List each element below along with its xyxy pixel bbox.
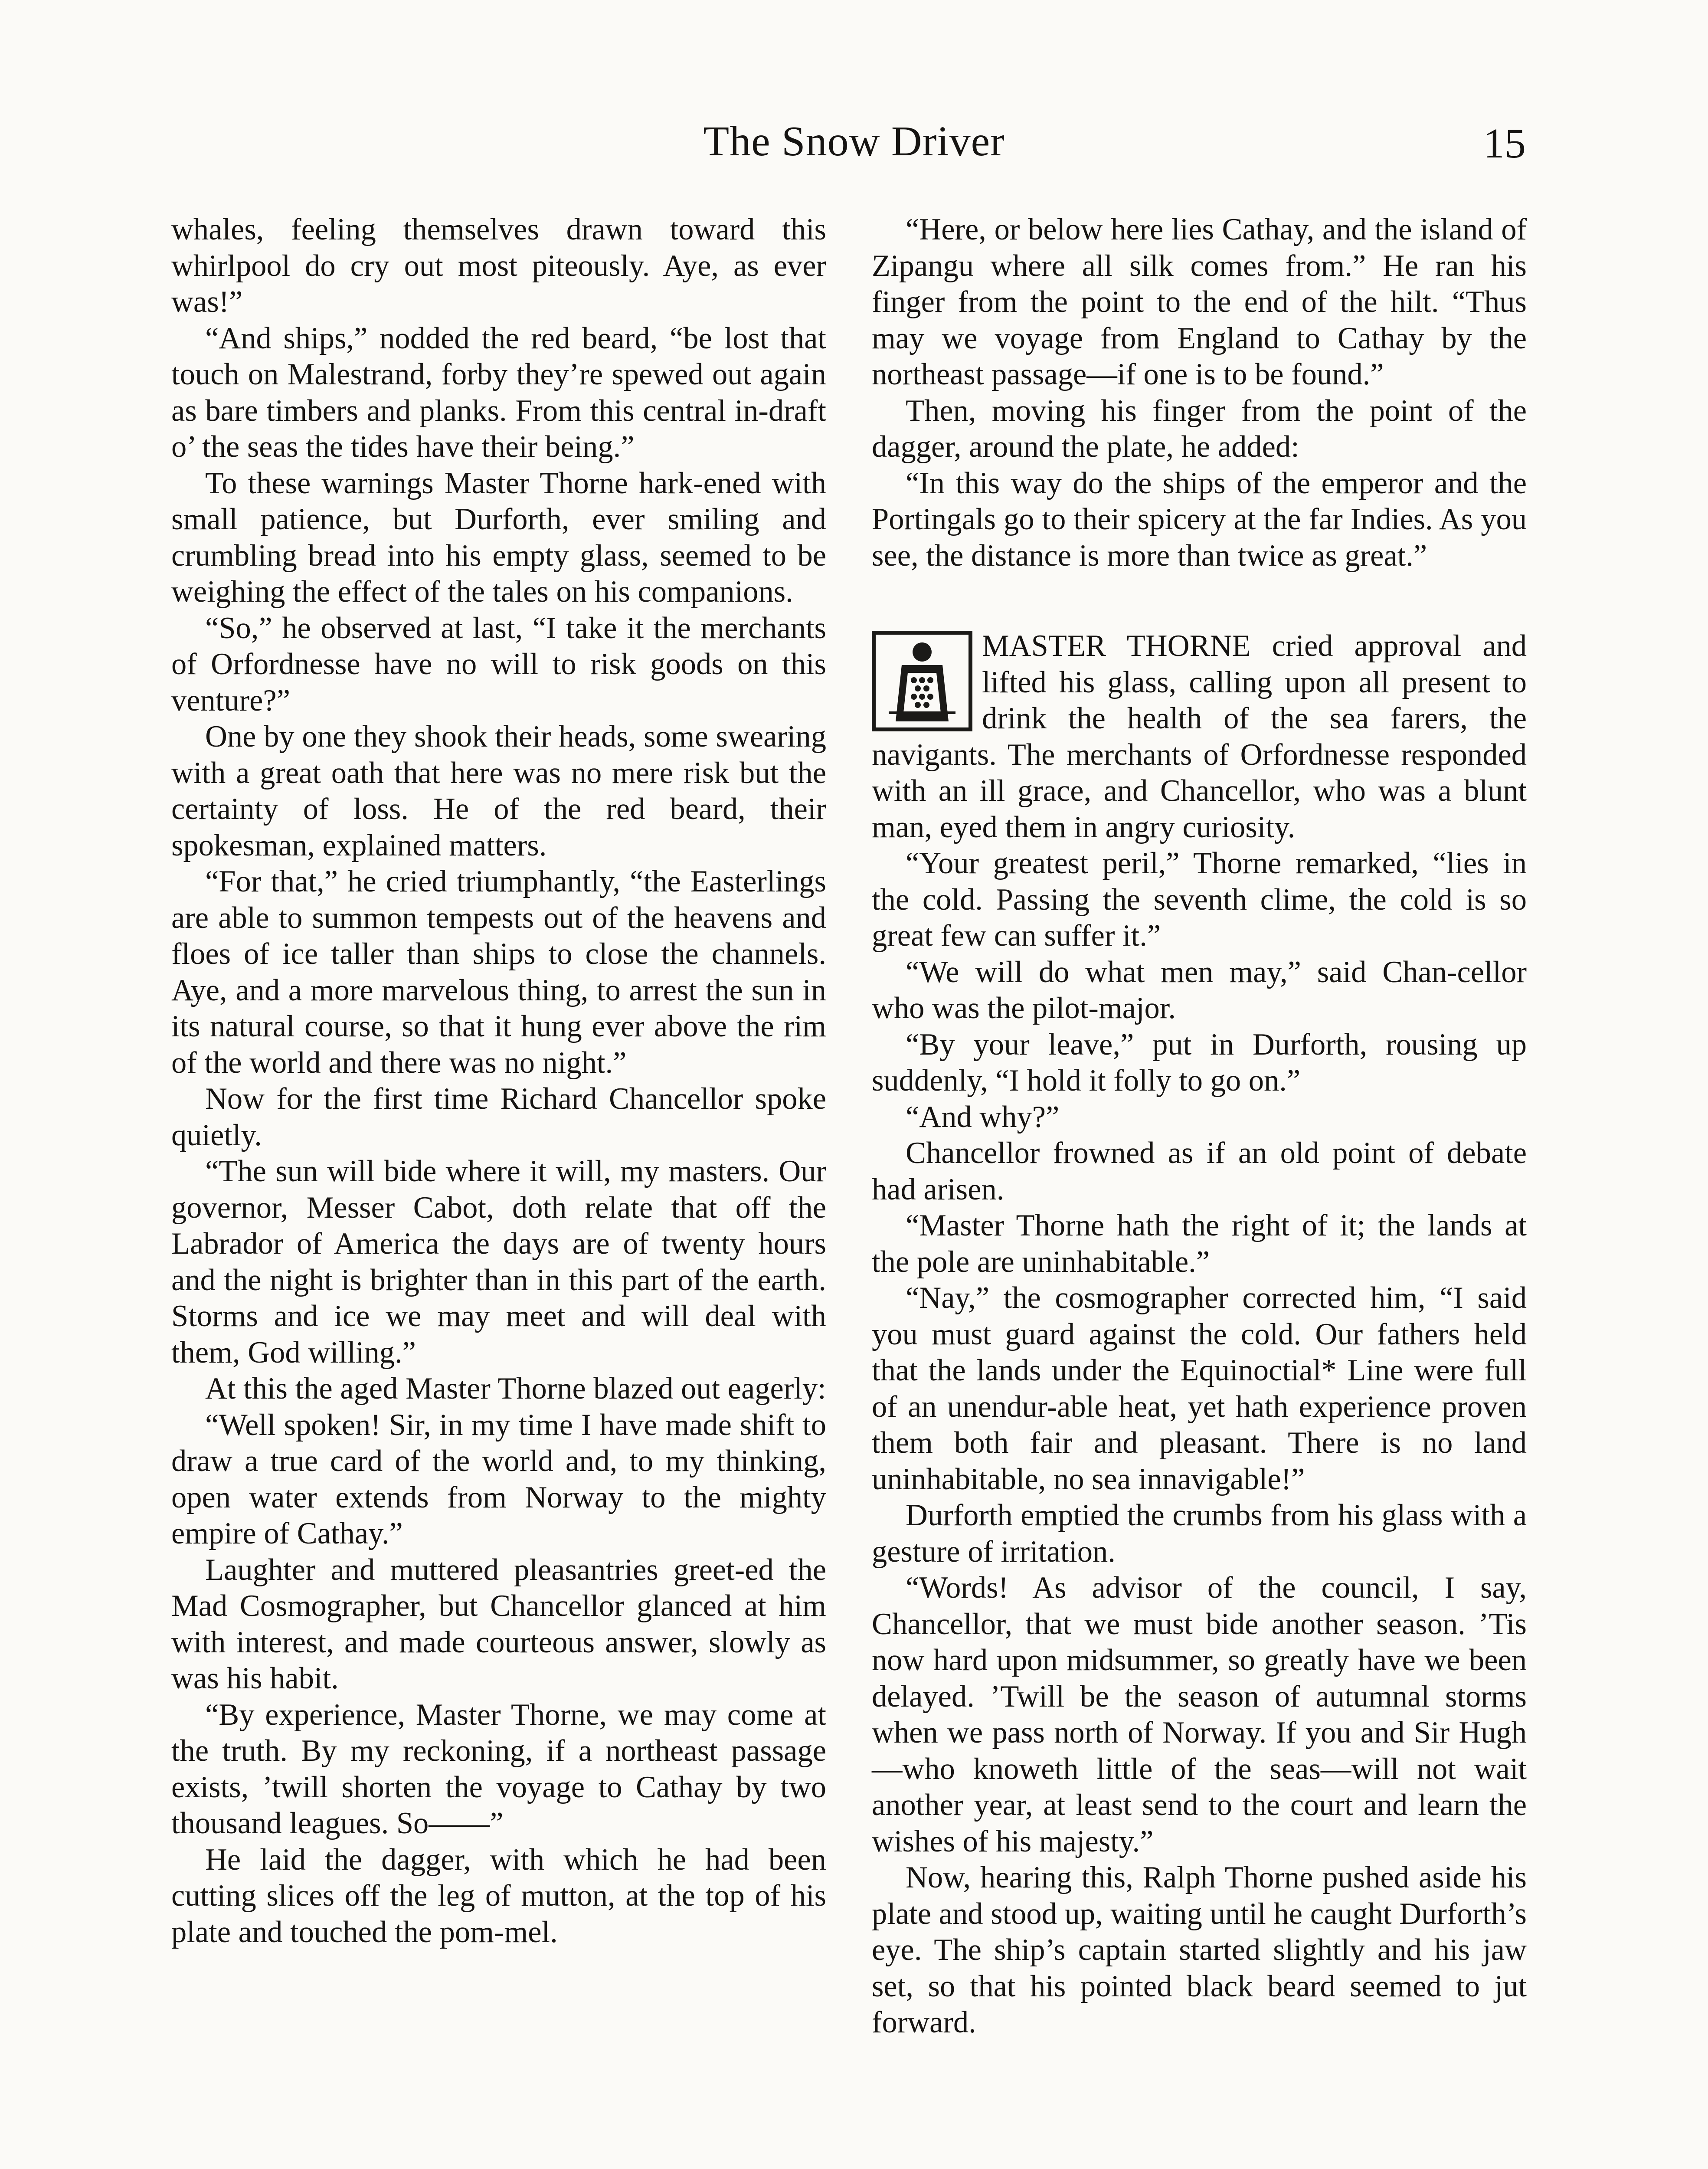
paragraph: At this the aged Master Thorne blazed out eagerly: [205, 1372, 826, 1406]
paragraph: Now for the first time Richard Chancellor spoke quietly. [171, 1082, 826, 1152]
paragraph: “Nay,” the cosmographer corrected him, “I said you must guard against the cold. Our fathers held that the lands under the Equinoctial* Line were full of an unendur-able heat, yet hath experience proven them both fair and pleasant. There is no land uninhabitable, no sea innavigable!” [872, 1281, 1527, 1496]
paragraph: Then, moving his finger from the point of the dagger, around the plate, he added: [872, 393, 1527, 464]
dropcap-paragraph-text: MASTER THORNE cried approval and lifted his glass, calling upon all present to drink the health of the sea farers, the navigants. The merchants of Orfordnesse responded with an ill grace, and Chancellor, who was a blunt man, eyed them in angry curiosity. [872, 629, 1527, 844]
page-number: 15 [1483, 120, 1526, 167]
paragraph: whales, feeling themselves drawn toward this whirlpool do cry out most piteously. Aye, as ever was!” [171, 213, 826, 319]
paragraph: Now, hearing this, Ralph Thorne pushed aside his plate and stood up, waiting until he caught Durforth’s eye. The ship’s captain started slightly and his jaw set, so that his pointed black beard seemed to jut forward. [872, 1861, 1527, 2039]
paragraph: “Here, or below here lies Cathay, and the island of Zipangu where all silk comes from.” He ran his finger from the point to the end of the hilt. “Thus may we voyage from England to Cathay by the northeast passage—if one is to be found.” [872, 213, 1527, 391]
paragraph: “Master Thorne hath the right of it; the lands at the pole are uninhabitable.” [872, 1209, 1527, 1279]
paragraph: “In this way do the ships of the emperor and the Portingals go to their spicery at the far Indies. As you see, the distance is more than twice as great.” [872, 466, 1527, 573]
paragraph: Durforth emptied the crumbs from his glass with a gesture of irritation. [872, 1498, 1527, 1569]
decorative-initial-icon [872, 631, 972, 731]
paragraph: “And ships,” nodded the red beard, “be lost that touch on Malestrand, forby they’re spewed out again as bare timbers and planks. From this central in-draft o’ the seas the tides have their being.” [171, 321, 826, 464]
paragraph: “By experience, Master Thorne, we may come at the truth. By my reckoning, if a northeast passage exists, ’twill shorten the voyage to Cathay by two thousand leagues. So——” [171, 1697, 826, 1840]
left-column [171, 212, 826, 1950]
paragraph: “By your leave,” put in Durforth, rousing up suddenly, “I hold it folly to go on.” [872, 1027, 1527, 1098]
paragraph: Chancellor frowned as if an old point of debate had arisen. [872, 1136, 1527, 1206]
paragraph: To these warnings Master Thorne hark-ened with small patience, but Durforth, ever smiling and crumbling bread into his empty glass, seemed to be weighing the effect of the tales on his companions. [171, 466, 826, 609]
paragraph: “Well spoken! Sir, in my time I have made shift to draw a true card of the world and, to my thinking, open water extends from Norway to the mighty empire of Cathay.” [171, 1408, 826, 1550]
paragraph: He laid the dagger, with which he had been cutting slices off the leg of mutton, at the top of his plate and touched the pom-mel. [171, 1842, 826, 1949]
paragraph: “So,” he observed at last, “I take it the merchants of Orfordnesse have no will to risk goods on this venture?” [171, 611, 826, 718]
right-column [872, 212, 1527, 2041]
sailor-figure-icon [876, 635, 969, 727]
paragraph: “The sun will bide where it will, my masters. Our governor, Messer Cabot, doth relate that off the Labrador of America the days are of twenty hours and the night is brighter than in this part of the earth. Storms and ice we may meet and will deal with them, God willing.” [171, 1154, 826, 1370]
running-header-title: The Snow Driver [703, 118, 1005, 165]
paragraph: “Your greatest peril,” Thorne remarked, “lies in the cold. Passing the seventh clime, the cold is so great few can suffer it.” [872, 846, 1527, 953]
paragraph: “For that,” he cried triumphantly, “the Easterlings are able to summon tempests out of the heavens and floes of ice taller than ships to close the channels. Aye, and a more marvelous thing, to arrest the sun in its natural course, so that it hung ever above the rim of the world and there was no night.” [171, 865, 826, 1080]
paragraph: “We will do what men may,” said Chan-cellor who was the pilot-major. [872, 955, 1527, 1025]
paragraph: “Words! As advisor of the council, I say, Chancellor, that we must bide another season. ’Tis now hard upon midsummer, so greatly have we been delayed. ’Twill be the season of autumnal storms when we pass north of Norway. If you and Sir Hugh—who knoweth little of the seas—will not wait another year, at least send to the court and learn the wishes of his majesty.” [872, 1571, 1527, 1858]
paragraph: “And why?” [906, 1100, 1060, 1134]
paragraph: One by one they shook their heads, some swearing with a great oath that here was no mere risk but the certainty of loss. He of the red beard, their spokesman, explained matters. [171, 720, 826, 862]
dropcap-paragraph [872, 628, 1527, 845]
paragraph: Laughter and muttered pleasantries greet-ed the Mad Cosmographer, but Chancellor glanced at him with interest, and made courteous answer, slowly as was his habit. [171, 1553, 826, 1695]
